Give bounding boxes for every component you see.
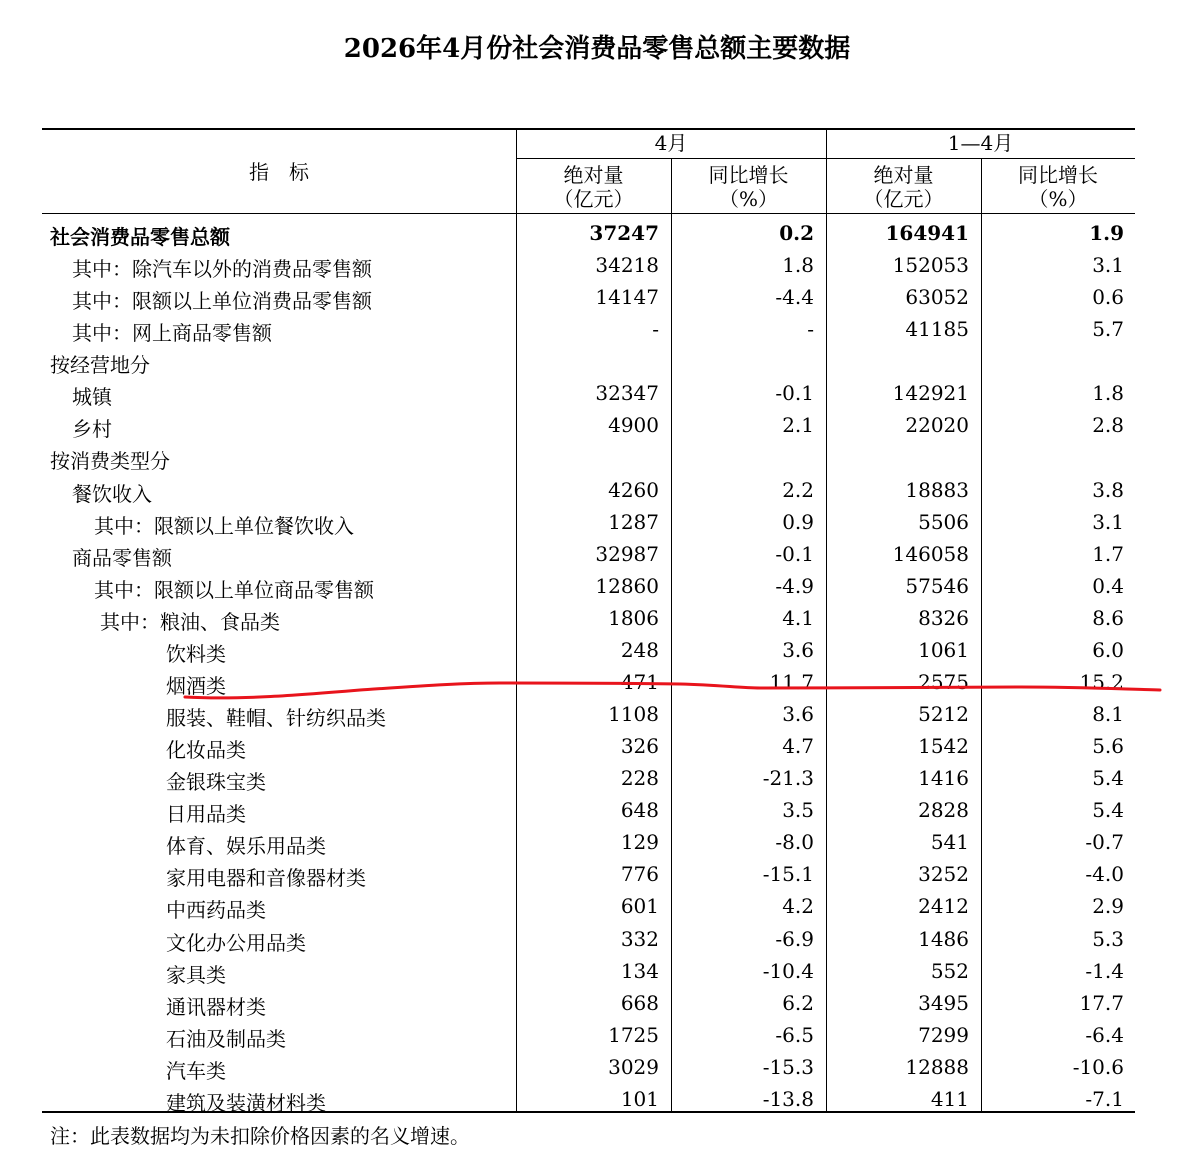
april-yoy-cell: 4.1 [782, 605, 814, 630]
row-label: 按经营地分 [50, 353, 150, 378]
april-yoy-cell: -4.9 [775, 573, 814, 598]
ytd-absolute-cell: 5506 [918, 509, 969, 534]
april-absolute-cell: 1725 [608, 1022, 659, 1047]
ytd-absolute-cell: 2575 [918, 669, 969, 694]
april-yoy-cell: -0.1 [775, 541, 814, 566]
table-row [42, 762, 1135, 794]
row-label: 城镇 [72, 385, 112, 410]
row-label: 服装、鞋帽、针纺织品类 [166, 706, 386, 731]
april-absolute-cell: 12860 [595, 573, 659, 598]
data-table [42, 128, 1135, 1113]
april-yoy-cell: -13.8 [762, 1086, 814, 1111]
ytd-yoy-cell: 17.7 [1079, 990, 1124, 1015]
header-yoy-line1: 同比增长 [708, 163, 789, 187]
april-yoy-cell: -4.4 [775, 285, 814, 310]
april-yoy-cell: 3.5 [782, 798, 814, 823]
table-row [42, 955, 1135, 987]
ytd-absolute-cell: 541 [930, 830, 969, 855]
table-row [42, 794, 1135, 826]
ytd-absolute-cell: 552 [930, 958, 969, 983]
ytd-absolute-cell: 3252 [918, 862, 969, 887]
row-label: 烟酒类 [166, 673, 226, 698]
row-label: 汽车类 [166, 1058, 226, 1083]
table-row [42, 858, 1135, 890]
april-yoy-cell: -10.4 [762, 958, 814, 983]
april-yoy-cell: -15.3 [762, 1054, 814, 1079]
april-absolute-cell: 326 [620, 734, 659, 759]
table-row [42, 602, 1135, 634]
april-absolute-cell: 471 [620, 669, 659, 694]
table-row [42, 345, 1135, 377]
header-yoy-line2: （%） [1028, 187, 1088, 211]
ytd-absolute-cell: 1416 [918, 766, 969, 791]
ytd-absolute-cell: 152053 [892, 253, 969, 278]
row-label: 金银珠宝类 [166, 770, 266, 795]
header-ytd-abs [826, 163, 981, 211]
april-absolute-cell: 776 [620, 862, 659, 887]
table-row [42, 1019, 1135, 1051]
table-row [42, 409, 1135, 441]
april-absolute-cell: 134 [620, 958, 659, 983]
row-label: 饮料类 [166, 641, 226, 666]
ytd-yoy-cell: 5.4 [1092, 766, 1124, 791]
ytd-absolute-cell: 1542 [918, 734, 969, 759]
april-absolute-cell: 129 [620, 830, 659, 855]
ytd-yoy-cell: 8.1 [1092, 702, 1124, 727]
footnote: 注：此表数据均为未扣除价格因素的名义增速。 [50, 1124, 470, 1148]
row-label: 石油及制品类 [166, 1026, 286, 1051]
april-absolute-cell: 1287 [608, 509, 659, 534]
table-row [42, 570, 1135, 602]
ytd-yoy-cell: 5.6 [1092, 734, 1124, 759]
ytd-absolute-cell: 12888 [905, 1054, 969, 1079]
header-april-abs [516, 163, 671, 211]
ytd-absolute-cell: 2412 [918, 894, 969, 919]
table-row [42, 826, 1135, 858]
table-row [42, 923, 1135, 955]
april-yoy-cell: 3.6 [782, 702, 814, 727]
april-absolute-cell: 37247 [589, 221, 659, 245]
table-row [42, 377, 1135, 409]
april-absolute-cell: 3029 [608, 1054, 659, 1079]
ytd-yoy-cell: 0.6 [1092, 285, 1124, 310]
ytd-absolute-cell: 2828 [918, 798, 969, 823]
april-yoy-cell: 2.1 [782, 413, 814, 438]
ytd-yoy-cell: 1.8 [1092, 381, 1124, 406]
ytd-absolute-cell: 411 [930, 1086, 969, 1111]
ytd-yoy-cell: 1.7 [1092, 541, 1124, 566]
april-yoy-cell: -6.5 [775, 1022, 814, 1047]
header-april: 4月 [654, 131, 688, 155]
row-label: 其中：除汽车以外的消费品零售额 [72, 257, 372, 282]
row-label: 建筑及装潢材料类 [166, 1090, 326, 1115]
ytd-absolute-cell: 57546 [905, 573, 969, 598]
ytd-yoy-cell: 5.7 [1092, 317, 1124, 342]
april-yoy-cell: 0.9 [782, 509, 814, 534]
ytd-absolute-cell: 18883 [905, 477, 969, 502]
ytd-yoy-cell: 15.2 [1079, 669, 1124, 694]
row-label: 社会消费品零售总额 [50, 225, 230, 249]
table-row [42, 987, 1135, 1019]
row-label: 其中：限额以上单位商品零售额 [94, 577, 374, 602]
ytd-absolute-cell: 164941 [885, 221, 969, 245]
row-label: 通讯器材类 [166, 994, 266, 1019]
table-row [42, 538, 1135, 570]
row-label: 化妆品类 [166, 738, 246, 763]
april-yoy-cell: 4.7 [782, 734, 814, 759]
ytd-yoy-cell: -0.7 [1085, 830, 1124, 855]
table-row [42, 1051, 1135, 1083]
april-absolute-cell: 14147 [595, 285, 659, 310]
april-absolute-cell: 228 [620, 766, 659, 791]
april-absolute-cell: 32347 [595, 381, 659, 406]
table-row [42, 666, 1135, 698]
ytd-yoy-cell: 6.0 [1092, 637, 1124, 662]
table-row [42, 506, 1135, 538]
ytd-yoy-cell: -6.4 [1085, 1022, 1124, 1047]
april-absolute-cell: 1108 [608, 702, 659, 727]
april-absolute-cell: 601 [620, 894, 659, 919]
april-yoy-cell: 6.2 [782, 990, 814, 1015]
april-yoy-cell: 3.6 [782, 637, 814, 662]
table-row [42, 474, 1135, 506]
ytd-yoy-cell: 1.9 [1089, 221, 1124, 245]
ytd-absolute-cell: 146058 [892, 541, 969, 566]
row-label: 体育、娱乐用品类 [166, 834, 326, 859]
row-label: 文化办公用品类 [166, 930, 306, 955]
row-label: 按消费类型分 [50, 449, 170, 474]
april-yoy-cell: -6.9 [775, 926, 814, 951]
april-yoy-cell: 0.2 [779, 221, 814, 245]
ytd-yoy-cell: 8.6 [1092, 605, 1124, 630]
page-title: 2026年4月份社会消费品零售总额主要数据 [343, 34, 851, 64]
ytd-yoy-cell: 2.9 [1092, 894, 1124, 919]
ytd-absolute-cell: 41185 [905, 317, 969, 342]
april-absolute-cell: 34218 [595, 253, 659, 278]
table-row [42, 249, 1135, 281]
table-row [42, 698, 1135, 730]
header-jan-apr: 1—4月 [947, 131, 1014, 155]
row-label: 其中：网上商品零售额 [72, 321, 272, 346]
row-label: 商品零售额 [72, 545, 172, 570]
april-yoy-cell: -8.0 [775, 830, 814, 855]
header-indicator: 指 标 [249, 160, 309, 184]
ytd-yoy-cell: 5.3 [1092, 926, 1124, 951]
header-ytd-yoy [981, 163, 1135, 211]
table-row [42, 441, 1135, 473]
header-abs-line1: 绝对量 [563, 163, 624, 187]
ytd-yoy-cell: 2.8 [1092, 413, 1124, 438]
ytd-yoy-cell: 3.1 [1092, 509, 1124, 534]
ytd-yoy-cell: 0.4 [1092, 573, 1124, 598]
ytd-yoy-cell: -1.4 [1085, 958, 1124, 983]
ytd-absolute-cell: 1486 [918, 926, 969, 951]
header-april-yoy [671, 163, 826, 211]
april-absolute-cell: 32987 [595, 541, 659, 566]
april-absolute-cell: 101 [620, 1086, 659, 1111]
april-absolute-cell: 332 [620, 926, 659, 951]
table-row [42, 890, 1135, 922]
ytd-yoy-cell: 3.8 [1092, 477, 1124, 502]
table-row [42, 1083, 1135, 1115]
row-label: 餐饮收入 [72, 481, 152, 506]
header-yoy-line1: 同比增长 [1018, 163, 1098, 187]
row-label: 日用品类 [166, 802, 246, 827]
ytd-yoy-cell: -10.6 [1072, 1054, 1124, 1079]
april-absolute-cell: 1806 [608, 605, 659, 630]
april-absolute-cell: - [652, 317, 659, 342]
table-row [42, 281, 1135, 313]
ytd-absolute-cell: 22020 [905, 413, 969, 438]
row-label: 家具类 [166, 962, 226, 987]
april-yoy-cell: -0.1 [775, 381, 814, 406]
table-top-rule [42, 128, 1135, 130]
april-yoy-cell: 11.7 [769, 669, 814, 694]
ytd-absolute-cell: 3495 [918, 990, 969, 1015]
table-row [42, 730, 1135, 762]
ytd-absolute-cell: 142921 [892, 381, 969, 406]
april-yoy-cell: 2.2 [782, 477, 814, 502]
ytd-absolute-cell: 5212 [918, 702, 969, 727]
header-bottom-rule [42, 213, 1135, 214]
ytd-yoy-cell: 5.4 [1092, 798, 1124, 823]
row-label: 其中：限额以上单位消费品零售额 [72, 289, 372, 314]
april-absolute-cell: 4900 [608, 413, 659, 438]
april-yoy-cell: -15.1 [762, 862, 814, 887]
row-label: 乡村 [72, 417, 112, 442]
ytd-absolute-cell: 8326 [918, 605, 969, 630]
row-label: 家用电器和音像器材类 [166, 866, 366, 891]
april-absolute-cell: 4260 [608, 477, 659, 502]
april-yoy-cell: -21.3 [762, 766, 814, 791]
april-yoy-cell: - [807, 317, 814, 342]
row-label: 其中：粮油、食品类 [100, 609, 280, 634]
ytd-absolute-cell: 7299 [918, 1022, 969, 1047]
april-absolute-cell: 248 [620, 637, 659, 662]
ytd-yoy-cell: -7.1 [1085, 1086, 1124, 1111]
header-yoy-line2: （%） [718, 187, 778, 211]
april-yoy-cell: 1.8 [782, 253, 814, 278]
april-yoy-cell: 4.2 [782, 894, 814, 919]
april-absolute-cell: 668 [620, 990, 659, 1015]
ytd-absolute-cell: 1061 [918, 637, 969, 662]
header-abs-line2: （亿元） [863, 187, 944, 211]
header-abs-line2: （亿元） [553, 187, 634, 211]
table-row [42, 634, 1135, 666]
ytd-absolute-cell: 63052 [905, 285, 969, 310]
header-abs-line1: 绝对量 [873, 163, 934, 187]
ytd-yoy-cell: -4.0 [1085, 862, 1124, 887]
ytd-yoy-cell: 3.1 [1092, 253, 1124, 278]
table-row [42, 217, 1135, 249]
row-label: 中西药品类 [166, 898, 266, 923]
row-label: 其中：限额以上单位餐饮收入 [94, 513, 354, 538]
april-absolute-cell: 648 [620, 798, 659, 823]
table-row [42, 313, 1135, 345]
